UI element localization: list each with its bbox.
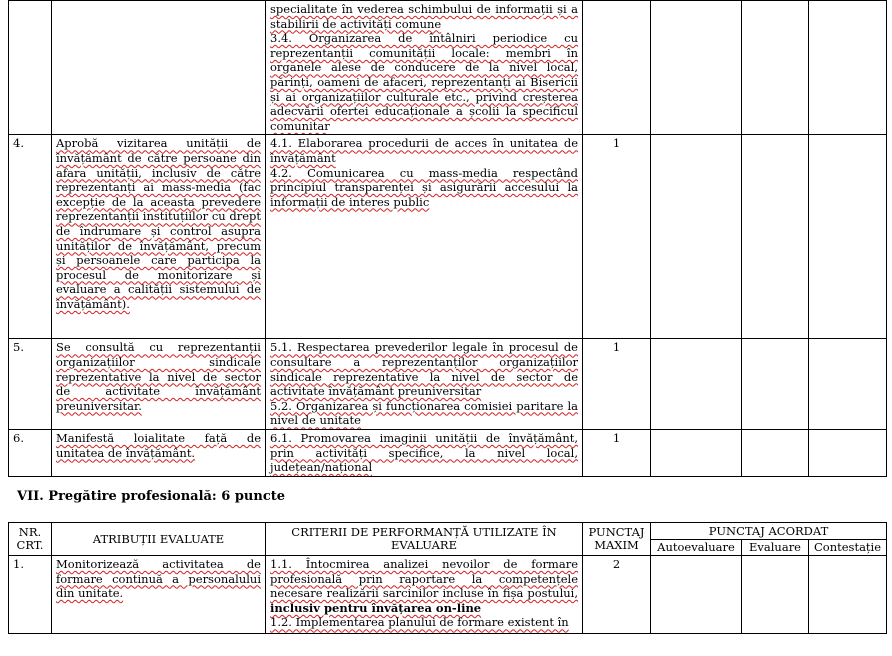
header-criteria: CRITERII DE PERFORMANȚĂ UTILIZATE ÎN EVALUARE	[266, 523, 583, 556]
evaluation-cell	[742, 429, 809, 476]
max-points-cell: 1	[583, 429, 651, 476]
evaluation-cell	[742, 135, 809, 339]
max-points-cell: 2	[583, 556, 651, 634]
self-evaluation-cell	[651, 429, 742, 476]
criteria-text: 1.2. Implementarea planului de formare existent în	[270, 615, 569, 630]
header-evaluation: Evaluare	[742, 540, 809, 556]
table-row	[9, 556, 887, 634]
header-max-points: PUNCTAJ MAXIM	[583, 523, 651, 556]
header-nr: NR. CRT.	[9, 523, 52, 556]
evaluation-table-part-2	[8, 522, 887, 634]
table-row	[9, 429, 887, 476]
criteria-text: 6.1. Promovarea imaginii unității de învățământ, prin activități specifice, la nivel local, județean/național	[270, 430, 578, 475]
row-number: 6.	[9, 429, 52, 476]
header-contest: Contestație	[809, 540, 887, 556]
criteria-text: 4.1. Elaborarea procedurii de acces în unitatea de învățământ	[270, 136, 578, 165]
table-row	[9, 135, 887, 339]
row-number	[9, 1, 52, 135]
row-number: 4.	[9, 135, 52, 339]
row-number: 1.	[9, 556, 52, 634]
table-row	[9, 339, 887, 430]
criteria-text-bold: inclusiv pentru învățarea on-line	[270, 600, 482, 615]
contest-cell	[809, 429, 887, 476]
contest-cell	[809, 339, 887, 430]
attribution-cell	[52, 1, 266, 135]
row-number: 5.	[9, 339, 52, 430]
table-row	[9, 1, 887, 135]
criteria-text: specialitate în vederea schimbului de informații și a stabilirii de activități comune	[270, 2, 578, 31]
self-evaluation-cell	[651, 135, 742, 339]
evaluation-cell	[742, 1, 809, 135]
criteria-text-part: 1.1. Întocmirea analizei nevoilor de formare profesională prin raportare la competențele necesare realizării sarcinilor incluse în fișa postului,	[270, 557, 578, 601]
evaluation-table-part-1	[8, 0, 887, 477]
criteria-cell	[266, 1, 583, 135]
attribution-cell: Se consultă cu reprezentanții organizațiilor sindicale reprezentative la nivel de sector de activitate învățământ preuniversitar.	[52, 339, 266, 430]
max-points-cell	[583, 1, 651, 135]
self-evaluation-cell	[651, 1, 742, 135]
attribution-cell: Monitorizează activitatea de formare continuă a personalului din unitate.	[52, 556, 266, 634]
max-points-cell: 1	[583, 339, 651, 430]
contest-cell	[809, 1, 887, 135]
attribution-cell: Aprobă vizitarea unității de învățământ de către persoane din afara unității, inclusiv de către reprezentanți ai mass-media (fac excepție de la aceasta prevedere reprezentanții instituțiilor cu drept de îndrumare și control asupra unităților de învățământ, precum și persoanele care participa la procesul de monitorizare și evaluare a calității sistemului de învățământ).	[52, 135, 266, 339]
contest-cell	[809, 556, 887, 634]
evaluation-cell	[742, 556, 809, 634]
header-attribution: ATRIBUȚII EVALUATE	[52, 523, 266, 556]
contest-cell	[809, 135, 887, 339]
header-self-evaluation: Autoevaluare	[651, 540, 742, 556]
evaluation-cell	[742, 339, 809, 430]
self-evaluation-cell	[651, 556, 742, 634]
criteria-text: 4.2. Comunicarea cu mass-media respectând principiul transparenței și asigurării accesului la informații de interes public	[270, 165, 578, 209]
criteria-text: 5.1. Respectarea prevederilor legale în procesul de consultare a reprezentanților organizațiilor sindicale reprezentative la nivel de sector de activitate învățământ preuniversitar	[270, 340, 578, 399]
criteria-text	[270, 557, 578, 615]
section-title: VII. Pregătire profesională: 6 puncte	[17, 489, 286, 504]
criteria-text: 3.4. Organizarea de întâlniri periodice cu reprezentanții comunității locale: membri în organele alese de conducere de la nivel local, părinți, oameni de afaceri, reprezentanți ai Bisericii și ai organizațiilor culturale etc., privind creșterea adecvării ofertei educaționale a școlii la specificul comunitar	[270, 31, 578, 133]
header-awarded: PUNCTAJ ACORDAT	[651, 523, 887, 540]
attribution-cell: Manifestă loialitate față de unitatea de învățământ.	[52, 429, 266, 476]
criteria-cell	[266, 556, 583, 634]
criteria-cell	[266, 135, 583, 339]
self-evaluation-cell	[651, 339, 742, 430]
criteria-cell	[266, 339, 583, 430]
criteria-text: 5.2. Organizarea și funcționarea comisiei paritare la nivel de unitate	[270, 398, 578, 428]
max-points-cell: 1	[583, 135, 651, 339]
criteria-cell	[266, 429, 583, 476]
